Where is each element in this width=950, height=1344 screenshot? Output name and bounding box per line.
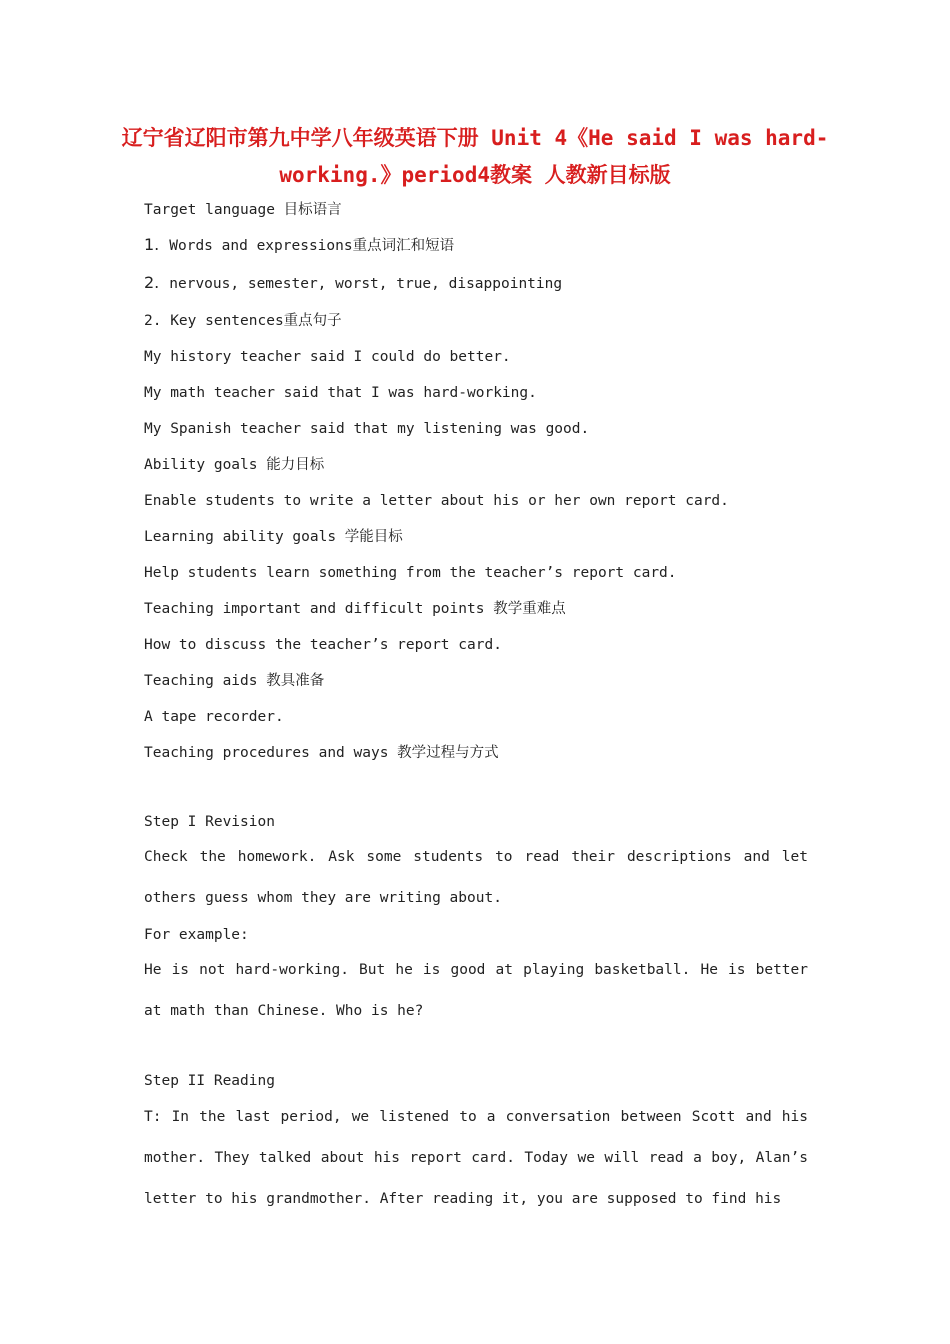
sentence-1: My history teacher said I could do better.	[144, 349, 511, 365]
list-item-1-number: 1.	[144, 235, 160, 254]
heading-teaching-aids: Teaching aids 教具准备	[144, 673, 325, 689]
list-item-1	[144, 235, 814, 256]
example-paragraph: He is not hard-working. But he is good at playing basketball. He is better at math than Chinese. Who is he?	[144, 962, 808, 1019]
sentence-2: My math teacher said that I was hard-working.	[144, 385, 537, 401]
list-item-1-text: Words and expressions重点词汇和短语	[169, 238, 455, 254]
list-item-2-number: 2.	[144, 273, 160, 292]
heading-procedures: Teaching procedures and ways 教学过程与方式	[144, 745, 499, 761]
document-title: 辽宁省辽阳市第九中学八年级英语下册 Unit 4《He said I was hard-working.》period4教案 人教新目标版	[121, 126, 829, 187]
aids-text: A tape recorder.	[144, 709, 284, 725]
heading-target-language: Target language 目标语言	[144, 202, 342, 218]
list-item-2	[144, 273, 814, 294]
ability-text: Enable students to write a letter about his or her own report card.	[144, 493, 729, 509]
step-1-paragraph: Check the homework. Ask some students to read their descriptions and let others guess whom they are writing about.	[144, 849, 808, 906]
learning-text: Help students learn something from the teacher’s report card.	[144, 565, 677, 581]
heading-difficult-points: Teaching important and difficult points 教学重难点	[144, 601, 566, 617]
list-item-2-text: nervous, semester, worst, true, disappointing	[169, 276, 563, 292]
difficult-text: How to discuss the teacher’s report card.	[144, 637, 502, 653]
heading-step-1: Step I Revision	[144, 814, 275, 830]
heading-key-sentences: 2. Key sentences重点句子	[144, 313, 342, 329]
heading-learning-goals: Learning ability goals 学能目标	[144, 529, 403, 545]
heading-step-2: Step II Reading	[144, 1073, 275, 1089]
step-2-paragraph: T: In the last period, we listened to a conversation between Scott and his mother. They talked about his report card. Today we will read a boy, Alan’s letter to his grandmother. After reading it, you are supposed to find his	[144, 1109, 808, 1207]
sentence-3: My Spanish teacher said that my listening was good.	[144, 421, 590, 437]
heading-ability-goals: Ability goals 能力目标	[144, 457, 325, 473]
for-example-label: For example:	[144, 927, 249, 943]
